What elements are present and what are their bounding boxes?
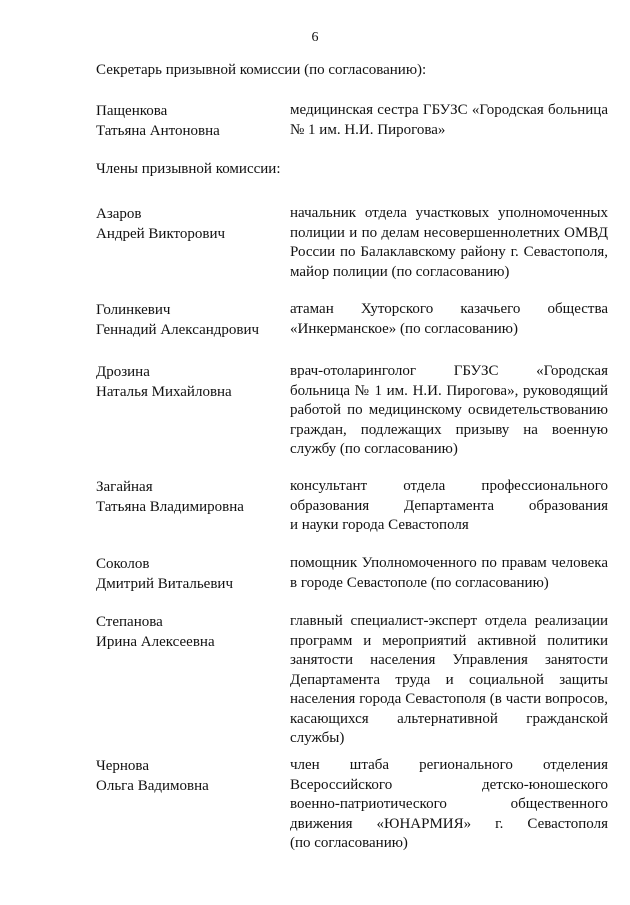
surname: Азаров [96,206,142,222]
position-line: и науки города Севастополя [290,517,469,533]
page-number: 6 [311,30,319,45]
person-name [96,300,281,340]
surname: Чернова [96,758,149,774]
position-line: службу (по согласованию) [290,441,458,457]
person-position [290,554,608,593]
position-line: больница № 1 им. Н.И. Пирогова», руководящий [290,382,608,399]
position-line: Департамента труда и социальной защиты [290,671,608,688]
surname: Степанова [96,614,163,630]
given-names: Геннадий Александрович [96,322,260,338]
surname: Загайная [96,479,153,495]
position-line: службы) [290,730,345,746]
person-position [290,300,608,339]
position-line: главный специалист-эксперт отдела реализации [290,613,608,629]
person-position [290,204,608,282]
person-name [96,756,281,796]
given-names: Дмитрий Витальевич [96,576,233,592]
members-heading: Члены призывной комиссии: [96,161,281,177]
person-position [290,756,608,854]
surname: Дрозина [96,364,150,380]
given-names: Ольга Вадимовна [96,778,209,794]
position-line: член штаба регионального отделения [290,757,608,773]
position-line: врач-отоларинголог ГБУЗС «Городская [290,363,608,379]
given-names: Татьяна Антоновна [96,123,220,139]
surname: Соколов [96,556,150,572]
person-position [290,362,608,460]
person-name [96,612,281,652]
position-line: занятости населения Управления занятости [290,652,608,668]
position-line: России по Балаклавскому району г. Севастополя, [290,244,608,260]
position-line: консультант отдела профессионального [290,478,608,494]
person-position [290,477,608,536]
position-line: образования Департамента образования [290,497,608,514]
given-names: Наталья Михайловна [96,384,232,400]
position-line: майор полиции (по согласованию) [290,263,510,280]
given-names: Ирина Алексеевна [96,634,215,650]
position-line: № 1 им. Н.И. Пирогова» [290,121,446,138]
position-line: работой по медицинскому освидетельствованию [290,402,608,418]
person-name [96,101,281,141]
position-line: атаман Хуторского казачьего общества [290,301,608,317]
given-names: Татьяна Владимировна [96,499,244,515]
position-line: полиции и по делам несовершеннолетних ОМВД [290,224,608,241]
secretary-heading: Секретарь призывной комиссии (по согласованию): [96,62,427,78]
person-name [96,554,281,594]
person-name [96,477,281,517]
position-line: движения «ЮНАРМИЯ» г. Севастополя [290,815,608,832]
position-line: «Инкерманское» (по согласованию) [290,320,518,337]
person-name [96,362,281,402]
person-position [290,612,608,749]
position-line: военно-патриотического общественного [290,796,608,812]
position-line: помощник Уполномоченного по правам человека [290,555,608,571]
surname: Голинкевич [96,302,171,318]
position-line: начальник отдела участковых уполномоченных [290,205,608,221]
person-name [96,204,281,244]
position-line: Всероссийского детско-юношеского [290,776,608,793]
surname: Пащенкова [96,103,168,119]
position-line: программ и мероприятий активной политики [290,632,608,649]
position-line: в городе Севастополе (по согласованию) [290,574,549,591]
position-line: (по согласованию) [290,835,408,851]
position-line: касающихся альтернативной гражданской [290,710,608,727]
position-line: медицинская сестра ГБУЗС «Городская больница [290,102,608,118]
position-line: граждан, подлежащих призыву на военную [290,421,608,438]
given-names: Андрей Викторович [96,226,226,242]
position-line: населения города Севастополя (в части вопросов, [290,691,608,707]
person-position [290,101,608,140]
